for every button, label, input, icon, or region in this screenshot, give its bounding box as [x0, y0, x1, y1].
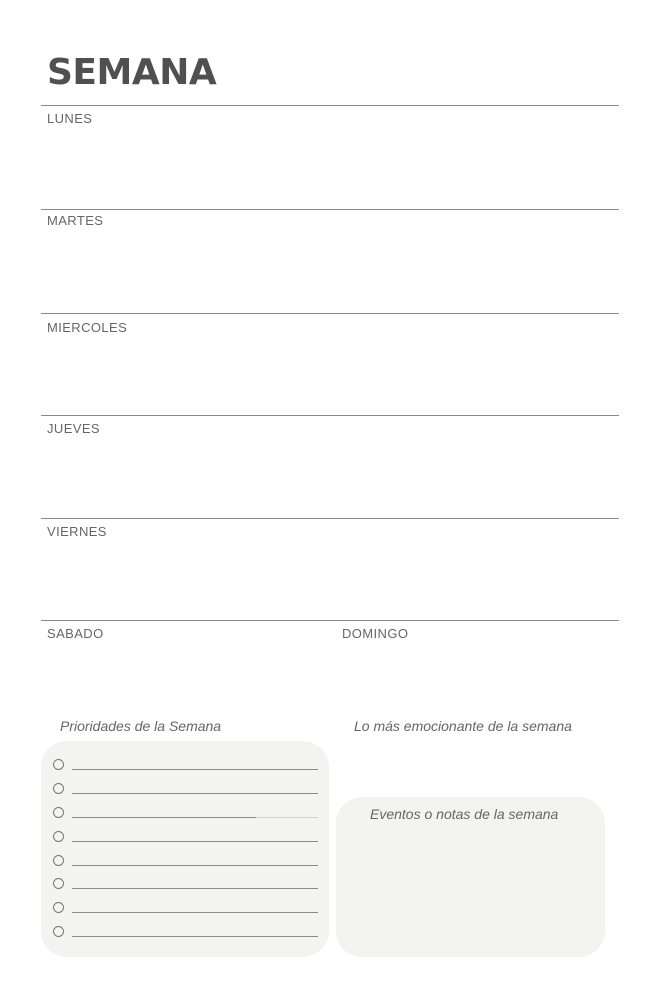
divider	[41, 313, 619, 314]
write-line[interactable]	[72, 912, 318, 913]
priority-item[interactable]	[52, 806, 318, 822]
checkbox-circle-icon[interactable]	[53, 831, 64, 842]
page-title: SEMANA	[47, 52, 217, 93]
checkbox-circle-icon[interactable]	[53, 902, 64, 913]
divider	[41, 209, 619, 210]
write-line[interactable]	[72, 865, 318, 866]
day-label-thursday: JUEVES	[47, 421, 100, 436]
checkbox-circle-icon[interactable]	[53, 878, 64, 889]
priority-item[interactable]	[52, 758, 318, 774]
exciting-label: Lo más emocionante de la semana	[354, 718, 572, 734]
divider	[41, 518, 619, 519]
day-label-sunday: DOMINGO	[342, 626, 409, 641]
divider	[41, 620, 619, 621]
priority-item[interactable]	[52, 830, 318, 846]
write-line[interactable]	[72, 817, 256, 818]
divider	[41, 415, 619, 416]
write-line[interactable]	[72, 769, 318, 770]
day-label-friday: VIERNES	[47, 524, 107, 539]
day-label-monday: LUNES	[47, 111, 93, 126]
checkbox-circle-icon[interactable]	[53, 807, 64, 818]
events-label: Eventos o notas de la semana	[370, 806, 559, 822]
checkbox-circle-icon[interactable]	[53, 855, 64, 866]
priority-item[interactable]	[52, 854, 318, 870]
priority-item[interactable]	[52, 901, 318, 917]
checkbox-circle-icon[interactable]	[53, 926, 64, 937]
priority-item[interactable]	[52, 877, 318, 893]
priority-item[interactable]	[52, 782, 318, 798]
write-line[interactable]	[72, 888, 318, 889]
day-label-tuesday: MARTES	[47, 213, 104, 228]
write-line-extension	[256, 817, 318, 818]
day-label-saturday: SABADO	[47, 626, 104, 641]
write-line[interactable]	[72, 793, 318, 794]
divider	[41, 105, 619, 106]
priority-item[interactable]	[52, 925, 318, 941]
checkbox-circle-icon[interactable]	[53, 759, 64, 770]
priorities-label: Prioridades de la Semana	[60, 718, 222, 734]
day-label-wednesday: MIERCOLES	[47, 320, 128, 335]
write-line[interactable]	[72, 841, 318, 842]
write-line[interactable]	[72, 936, 318, 937]
checkbox-circle-icon[interactable]	[53, 783, 64, 794]
